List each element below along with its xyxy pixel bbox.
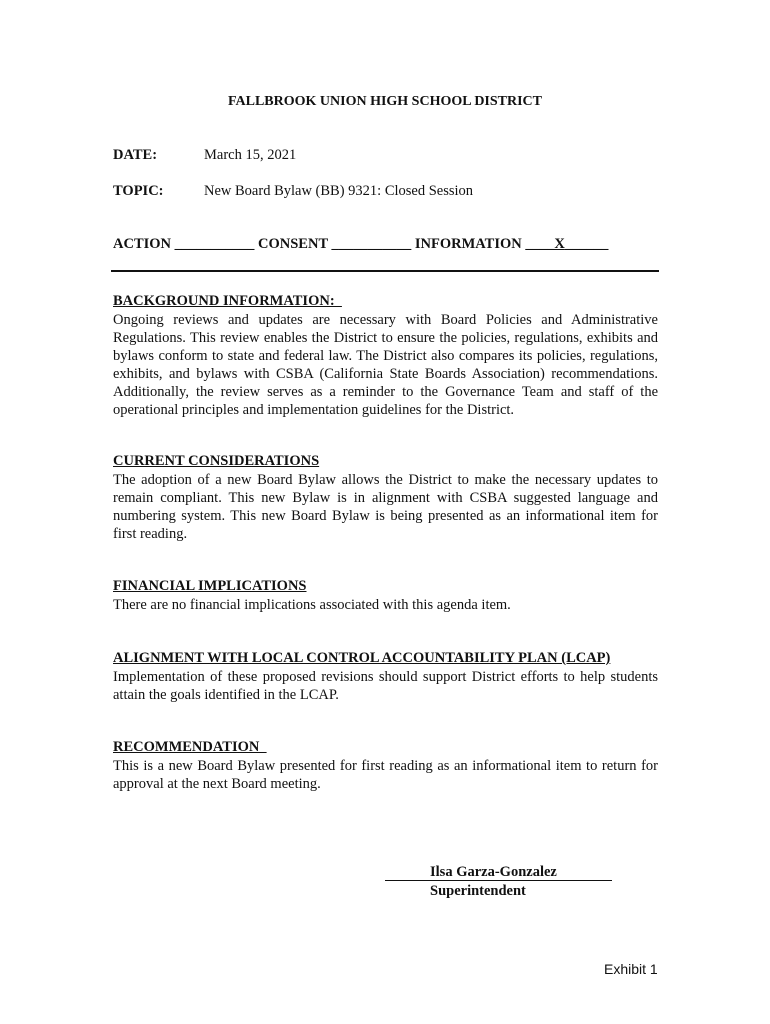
background-heading: BACKGROUND INFORMATION: bbox=[113, 293, 342, 309]
action-label: ACTION bbox=[113, 236, 172, 252]
signature-line bbox=[385, 880, 612, 881]
consent-blank: ___________ bbox=[331, 236, 412, 252]
current-considerations-body: The adoption of a new Board Bylaw allows the District to make the necessary updates to remain compliant. This new Bylaw is in alignment with CSBA suggested language and numbering system. This new Board Bylaw is being presented as an informational item for first reading. bbox=[113, 472, 658, 542]
exhibit-label: Exhibit 1 bbox=[604, 961, 658, 977]
lcap-body: Implementation of these proposed revisions should support District efforts to help students attain the goals identified in the LCAP. bbox=[113, 669, 658, 703]
consent-label: CONSENT bbox=[258, 236, 328, 252]
date-label: DATE: bbox=[113, 147, 158, 163]
information-blank-post: ______ bbox=[564, 236, 609, 252]
current-considerations-heading: CURRENT CONSIDERATIONS bbox=[113, 453, 320, 469]
recommendation-heading: RECOMMENDATION bbox=[113, 739, 267, 755]
topic-value: New Board Bylaw (BB) 9321: Closed Session bbox=[204, 183, 474, 199]
signer-title: Superintendent bbox=[430, 883, 526, 899]
lcap-heading: ALIGNMENT WITH LOCAL CONTROL ACCOUNTABILITY PLAN (LCAP) bbox=[113, 650, 611, 666]
district-title: FALLBROOK UNION HIGH SCHOOL DISTRICT bbox=[227, 94, 543, 109]
header-divider bbox=[111, 270, 659, 272]
financial-heading: FINANCIAL IMPLICATIONS bbox=[113, 578, 307, 594]
information-blank-pre: ____ bbox=[525, 236, 555, 252]
background-body: Ongoing reviews and updates are necessary with Board Policies and Administrative Regulations. This review enables the District to ensure the policies, regulations, exhibits and bylaws conform to state and federal law. The District also compares its policies, regulations, exhibits, and bylaws with CSBA (California State Boards Association) recommendations. Additionally, the review serves as a reminder to the Governance Team and staff of the operational principles and implementation guidelines for the District. bbox=[113, 312, 658, 418]
action-type-line bbox=[113, 236, 608, 253]
financial-body: There are no financial implications associated with this agenda item. bbox=[113, 597, 511, 613]
recommendation-body: This is a new Board Bylaw presented for first reading as an informational item to return for approval at the next Board meeting. bbox=[113, 758, 658, 792]
information-label: INFORMATION bbox=[414, 236, 522, 252]
information-mark: X bbox=[554, 236, 565, 252]
action-blank: ___________ bbox=[174, 236, 255, 252]
signer-name: Ilsa Garza-Gonzalez bbox=[430, 864, 557, 880]
topic-label: TOPIC: bbox=[113, 183, 164, 199]
date-value: March 15, 2021 bbox=[204, 147, 297, 163]
